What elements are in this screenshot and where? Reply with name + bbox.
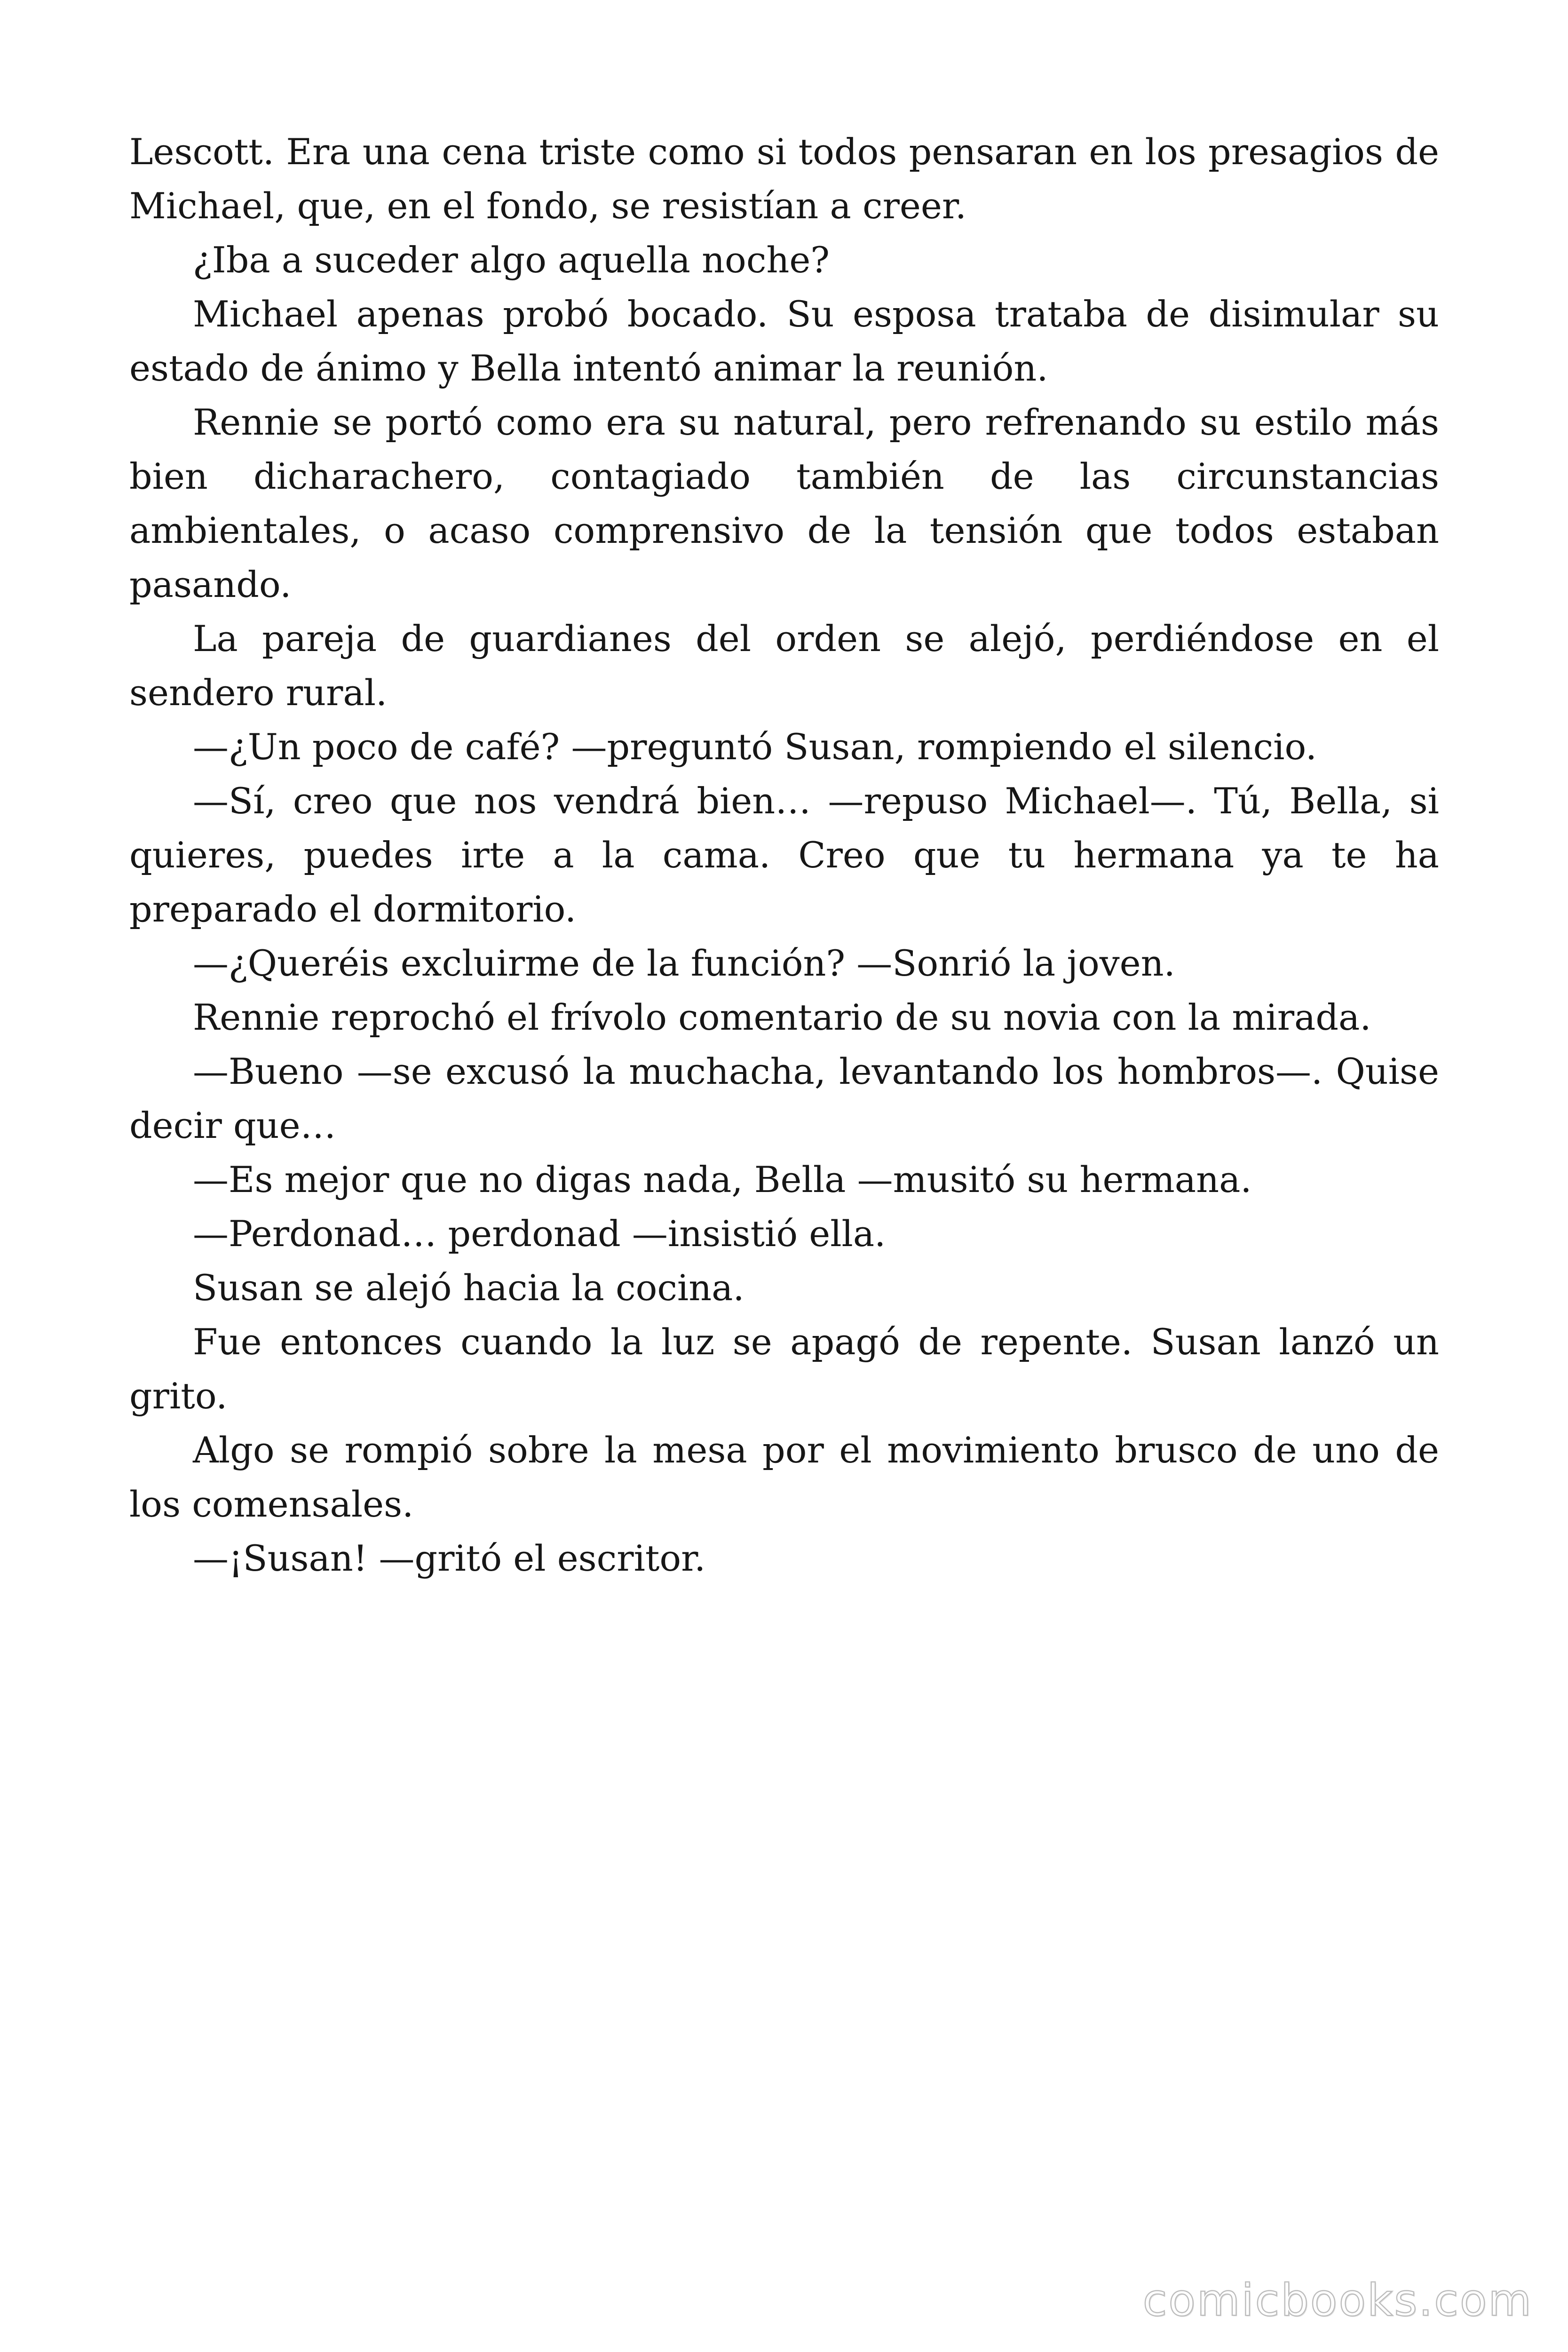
paragraph: Rennie reprochó el frívolo comentario de su novia con la mirada.: [193, 996, 1371, 1038]
paragraph: Fue entonces cuando la luz se apagó de repente. Susan lanzó un grito.: [129, 1321, 1439, 1417]
paragraph: —¡Susan! —gritó el escritor.: [193, 1537, 706, 1579]
watermark-text: comicbooks.com: [1142, 2275, 1533, 2326]
paragraph: ¿Iba a suceder algo aquella noche?: [193, 239, 830, 281]
paragraph: Michael apenas probó bocado. Su esposa trataba de disimular su estado de ánimo y Bella intentó animar la reunión.: [129, 293, 1439, 389]
paragraph: Susan se alejó hacia la cocina.: [193, 1267, 744, 1309]
paragraph: —Es mejor que no digas nada, Bella —musitó su hermana.: [193, 1159, 1252, 1200]
paragraph: —Bueno —se excusó la muchacha, levantando los hombros—. Quise decir que…: [129, 1050, 1439, 1146]
paragraph: —¿Queréis excluirme de la función? —Sonrió la joven.: [193, 942, 1175, 984]
paragraph: La pareja de guardianes del orden se alejó, perdiéndose en el sendero rural.: [129, 618, 1439, 714]
paragraph: Lescott. Era una cena triste como si todos pensaran en los presagios de Michael, que, en el fondo, se resistían a creer.: [129, 131, 1439, 227]
paragraph: Rennie se portó como era su natural, pero refrenando su estilo más bien dicharachero, contagiado también de las circunstancias ambientales, o acaso comprensivo de la tensión que todos estaban pasando.: [129, 401, 1439, 605]
body-text: [129, 125, 1439, 1585]
paragraph: Algo se rompió sobre la mesa por el movimiento brusco de uno de los comensales.: [129, 1429, 1439, 1525]
paragraph: —Sí, creo que nos vendrá bien… —repuso Michael—. Tú, Bella, si quieres, puedes irte a la cama. Creo que tu hermana ya te ha preparado el dormitorio.: [129, 780, 1439, 930]
paragraph: —Perdonad… perdonad —insistió ella.: [193, 1213, 886, 1255]
paragraph: —¿Un poco de café? —preguntó Susan, rompiendo el silencio.: [193, 726, 1317, 768]
